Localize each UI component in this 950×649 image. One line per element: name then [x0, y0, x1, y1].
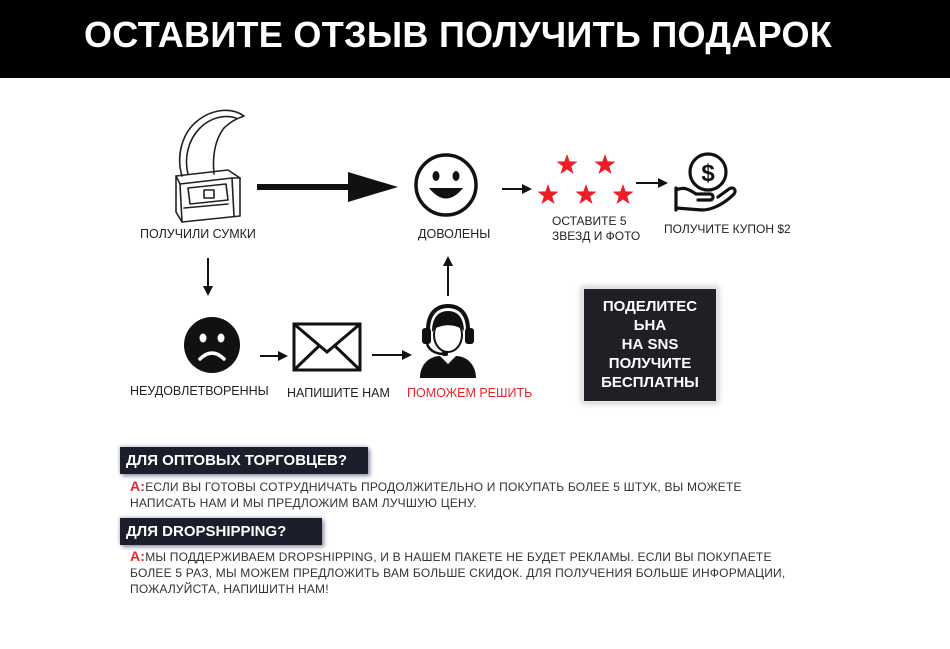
star-icon — [595, 154, 616, 174]
stars-icon — [534, 152, 638, 214]
envelope-icon — [292, 322, 362, 372]
faq-answer-dropshipping-line1 — [130, 548, 785, 565]
coupon-hand-icon — [672, 150, 740, 216]
star-icon — [576, 184, 597, 204]
answer-prefix: A: — [130, 478, 146, 494]
arrow-stars-to-coupon — [636, 178, 668, 188]
faq-answer-wholesale-line1 — [130, 478, 742, 495]
faq-answer-dropshipping-line2: БОЛЕЕ 5 РАЗ, МЫ МОЖЕМ ПРЕДЛОЖИТЬ ВАМ БОЛЬШЕ СКИДОК. ДЛЯ ПОЛУЧЕНИЯ БОЛЬШЕ ИНФОРМАЦИИ, — [130, 566, 786, 580]
sns-share-box — [582, 287, 718, 403]
arrow-happy-to-stars — [502, 184, 532, 194]
faq-answer-dropshipping — [130, 548, 785, 597]
support-agent-icon — [418, 302, 478, 378]
arrow-envelope-to-agent — [372, 350, 412, 360]
answer-prefix: A: — [130, 548, 146, 564]
label-satisfied: ДОВОЛЕНЫ — [418, 227, 491, 241]
faq-answer-wholesale-line2: НАПИСАТЬ НАМ И МЫ ПРЕДЛОЖИМ ВАМ ЛУЧШУЮ ЦЕНУ. — [130, 496, 477, 510]
arrow-bag-to-happy — [257, 172, 398, 202]
answer-text: ЕСЛИ ВЫ ГОТОВЫ СОТРУДНИЧАТЬ ПРОДОЛЖИТЕЛЬНО И ПОКУПАТЬ БОЛЕЕ 5 ШТУК, ВЫ МОЖЕТЕ — [145, 480, 742, 494]
star-icon — [538, 184, 559, 204]
faq-answer-wholesale — [130, 478, 742, 511]
label-stars-line1: ОСТАВИТЕ 5 — [552, 214, 627, 228]
sns-line-5: БЕСПЛАТНЫ — [601, 374, 699, 391]
label-unsatisfied: НЕУДОВЛЕТВОРЕННЫ — [130, 384, 269, 398]
label-stars — [552, 214, 640, 244]
sns-line-4: ПОЛУЧИТЕ — [608, 355, 692, 372]
faq-question-dropshipping: ДЛЯ DROPSHIPPING? — [120, 518, 322, 545]
sad-face-icon — [183, 316, 241, 374]
happy-face-icon — [412, 151, 480, 219]
label-stars-line2: ЗВЕЗД И ФОТО — [552, 229, 641, 243]
star-icon — [557, 154, 578, 174]
arrow-agent-to-happy — [443, 256, 453, 296]
star-icon — [613, 184, 634, 204]
answer-text: МЫ ПОДДЕРЖИВАЕМ DROPSHIPPING, И В НАШЕМ ПАКЕТЕ НЕ БУДЕТ РЕКЛАМЫ. ЕСЛИ ВЫ ПОКУПАЕТЕ — [145, 550, 772, 564]
sns-line-3: НА SNS — [621, 336, 679, 353]
label-received: ПОЛУЧИЛИ СУМКИ — [140, 227, 256, 241]
arrow-bag-to-sad — [203, 258, 213, 296]
dollar-icon: $ — [701, 160, 715, 187]
sns-line-2: ЬНА — [633, 317, 667, 334]
label-help-solve: ПОМОЖЕМ РЕШИТЬ — [407, 386, 533, 400]
faq-question-wholesale: ДЛЯ ОПТОВЫХ ТОРГОВЦЕВ? — [120, 447, 368, 474]
sns-line-1: ПОДЕЛИТЕС — [602, 298, 698, 315]
label-write-us: НАПИШИТЕ НАМ — [287, 386, 390, 400]
label-coupon: ПОЛУЧИТЕ КУПОН $2 — [664, 222, 791, 236]
arrow-sad-to-envelope — [260, 351, 288, 361]
page-title: ОСТАВИТЕ ОТЗЫВ ПОЛУЧИТЬ ПОДАРОК — [84, 14, 833, 55]
bag-icon — [168, 104, 250, 226]
faq-answer-dropshipping-line3: ПОЖАЛУЙСТА, НАПИШИТН НАМ! — [130, 582, 329, 596]
